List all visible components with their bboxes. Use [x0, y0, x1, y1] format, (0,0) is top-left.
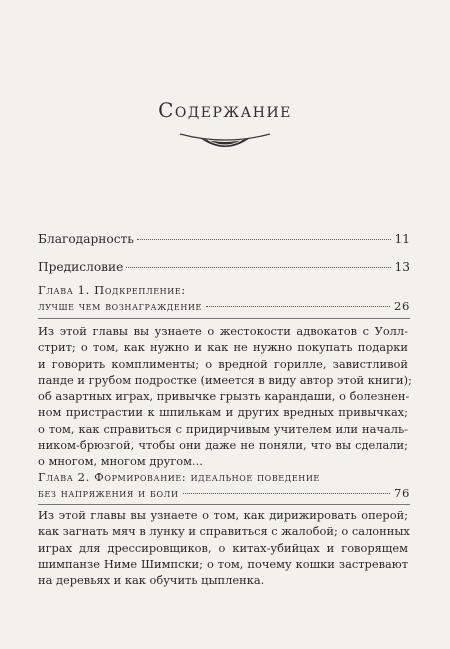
description-line: ном пристрастии к шпилькам и других вредных привычках;: [38, 405, 408, 420]
chapter-divider: [38, 318, 410, 319]
chapter-heading-line: Глава 2. Формирование: идеальное поведение: [38, 470, 320, 484]
chapter-1-description: [38, 323, 412, 470]
leader-dots: [183, 493, 391, 494]
description-line: Из этой главы вы узнаете о том, как дирижировать оперой;: [38, 508, 408, 522]
description-line: шимпанзе Ниме Шимпски; о том, почему кошки застревают: [38, 556, 408, 571]
description-line: стрит; о том, как нужно и как не нужно покупать подарки: [38, 340, 408, 355]
toc-entry-label: Предисловие: [38, 260, 124, 274]
description-line: как загнать мяч в лунку и справиться с жалобой; о салонных: [38, 524, 410, 539]
chapter-heading-line-with-page: [38, 485, 410, 501]
chapter-2-heading[interactable]: [38, 469, 410, 501]
leader-dots: [206, 306, 390, 307]
description-line: играх для дрессировщиков, о китах-убийцах и говорящем: [38, 540, 408, 555]
description-line: о том, как справиться с придирчивым учителем или началь-: [38, 421, 408, 436]
toc-entry-preface[interactable]: [38, 260, 410, 274]
toc-entry-acknowledgements[interactable]: [38, 232, 410, 246]
chapter-page: 76: [394, 486, 410, 500]
description-line: Из этой главы вы узнаете о жестокости адвокатов с Уолл-: [38, 324, 408, 338]
chapter-1-heading[interactable]: [38, 282, 410, 314]
chapter-heading-line: без напряжения и боли: [38, 486, 179, 500]
toc-entry-page: 11: [394, 232, 410, 246]
description-line: панде и грубом подростке (имеется в виду автор этой книги);: [38, 372, 412, 387]
leader-dots: [126, 267, 391, 268]
description-line: ником-брюзгой, чтобы они даже не поняли, что вы сделали;: [38, 438, 408, 453]
description-line: об азартных играх, привычке грызть карандаши, о болезнен-: [38, 389, 410, 404]
chapter-page: 26: [394, 299, 410, 313]
chapter-heading-line: Глава 1. Подкрепление:: [38, 283, 186, 297]
toc-entry-label: Благодарность: [38, 232, 134, 246]
leader-dots: [137, 239, 392, 240]
description-line: о многом, многом другом...: [38, 454, 203, 469]
chapter-divider: [38, 504, 410, 505]
toc-entry-page: 13: [394, 260, 410, 274]
ornament-divider: [178, 128, 272, 156]
chapter-heading-line-with-page: [38, 298, 410, 314]
chapter-2-description: [38, 507, 408, 588]
description-line: и говорить комплименты; о вредной горилле, завистливой: [38, 356, 408, 371]
description-line: на деревьях и как обучить цыпленка.: [38, 573, 265, 588]
page-title: Содержание: [158, 98, 292, 122]
chapter-heading-line: лучше чем вознаграждение: [38, 299, 202, 313]
